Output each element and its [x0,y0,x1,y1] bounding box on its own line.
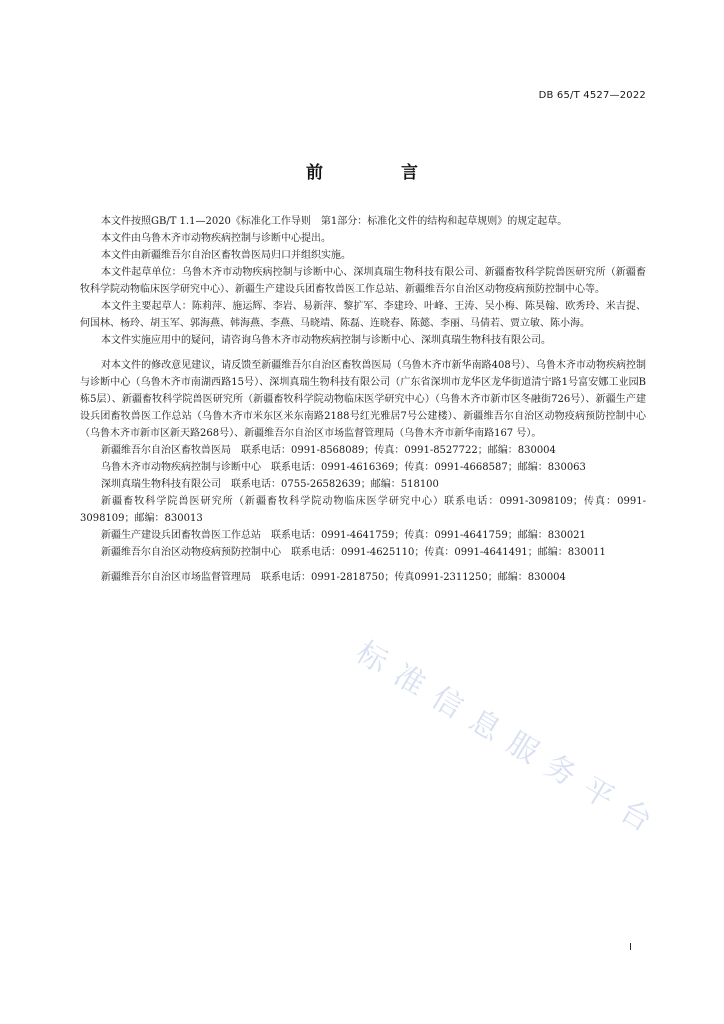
foreword-body [80,213,646,586]
paragraph-drafting-rules: 本文件按照GB/T 1.1—2020《标准化工作导则 第1部分：标准化文件的结构和起草规则》的规定起草。 [101,216,568,227]
contact-line: 新疆畜牧科学院兽医研究所（新疆畜牧科学院动物临床医学研究中心）联系电话：0991-3098109；传真：0991-3098109；邮编：830013 [80,496,646,524]
paragraph-inquiry: 本文件实施应用中的疑问，请咨询乌鲁木齐市动物疾病控制与诊断中心、深圳真瑞生物科技有限公司。 [101,335,551,346]
watermark-text: 标准信息服务平台 [349,634,670,847]
contact-line: 新疆维吾尔自治区市场监督管理局 联系电话：0991-2818750；传真0991-2311250；邮编：830004 [101,572,566,583]
contact-line: 乌鲁木齐市动物疾病控制与诊断中心 联系电话：0991-4616369；传真：0991-4668587；邮编：830063 [101,462,586,473]
paragraph-feedback: 对本文件的修改意见建议，请反馈至新疆维吾尔自治区畜牧兽医局（乌鲁木齐市新华南路408号）、乌鲁木齐市动物疾病控制与诊断中心（乌鲁木齐市南湖西路15号）、深圳真瑞生物科技有限公司（广东省深圳市龙华区龙华街道清宁路1号富安娜工业园B栋5层）、新疆畜牧科学院兽医研究所（新疆畜牧科学院动物临床医学研究中心）（乌鲁木齐市新市区冬融街726号）、新疆生产建设兵团畜牧兽医工作总站（乌鲁木齐市米东区米东南路2188号红光雅居7号公建楼）、新疆维吾尔自治区动物疫病预防控制中心（乌鲁木齐市新市区新天路268号）、新疆维吾尔自治区市场监督管理局（乌鲁木齐市新华南路167 号）。 [80,360,646,439]
page-number: I [629,942,632,953]
paragraph-administrator: 本文件由新疆维吾尔自治区畜牧兽医局归口并组织实施。 [101,250,351,261]
contact-line: 深圳真瑞生物科技有限公司 联系电话：0755-26582639；邮编：518100 [101,479,439,490]
contact-line: 新疆生产建设兵团畜牧兽医工作总站 联系电话：0991-4641759；传真：0991-4641759；邮编：830021 [101,530,586,541]
document-code: DB 65/T 4527—2022 [538,90,646,101]
contact-line: 新疆维吾尔自治区畜牧兽医局 联系电话：0991-8568089；传真：0991-8527722；邮编：830004 [101,445,556,456]
page-title: 前 言 [306,163,454,183]
paragraph-drafters: 本文件主要起草人：陈莉萍、施运辉、李岩、易新萍、黎扩军、李建玲、叶峰、王涛、吴小梅、陈昊翰、欧秀玲、米吉提、何国林、杨玲、胡玉军、郭海燕、韩海燕、李燕、马晓靖、陈磊、连晓春、陈懿、李丽、马倩若、贾立敏、陈小海。 [80,301,646,329]
paragraph-proposer: 本文件由乌鲁木齐市动物疾病控制与诊断中心提出。 [101,233,331,244]
contact-line: 新疆维吾尔自治区动物疫病预防控制中心 联系电话：0991-4625110；传真：0991-4641491；邮编：830011 [101,547,606,558]
paragraph-drafting-units: 本文件起草单位：乌鲁木齐市动物疾病控制与诊断中心、深圳真瑞生物科技有限公司、新疆畜牧科学院兽医研究所（新疆畜牧科学院动物临床医学研究中心）、新疆生产建设兵团畜牧兽医工作总站、新疆维吾尔自治区动物疫病预防控制中心等。 [80,267,646,295]
